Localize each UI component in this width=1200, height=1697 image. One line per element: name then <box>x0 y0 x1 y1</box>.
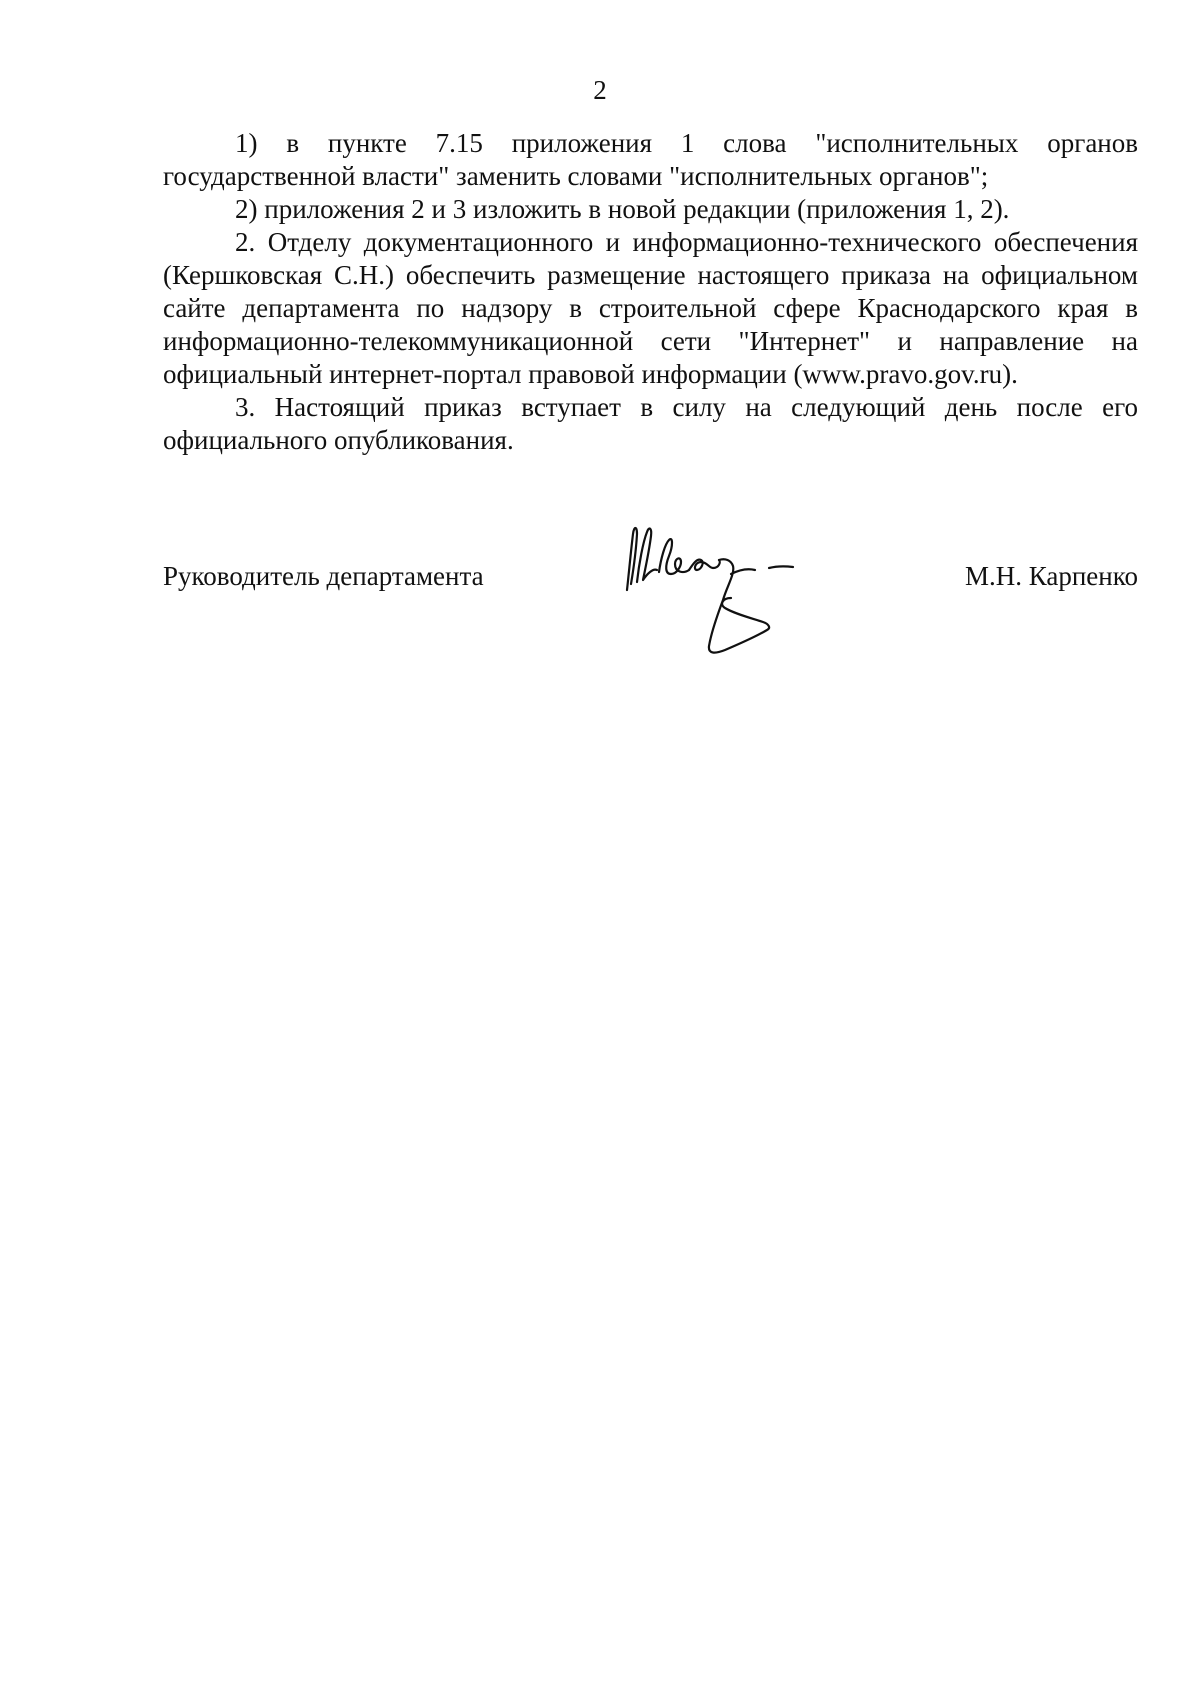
paragraph-3: 3. Настоящий приказ вступает в силу на следующий день после его официального опубликования. <box>163 392 1138 455</box>
signer-name: М.Н. Карпенко <box>964 561 1138 591</box>
handwritten-signature <box>615 512 845 662</box>
document-body <box>163 127 1138 457</box>
paragraph-2: 2. Отделу документационного и информационно-технического обеспечения (Кершковская С.Н.) обеспечить размещение настоящего приказа на официальном сайте департамента по надзору в строительной сфере Краснодарского края в информационно-телекоммуникационной сети "Интернет" и направление на официальный интернет-портал правовой информации (www.pravo.gov.ru). <box>163 227 1138 389</box>
page-number: 2 <box>593 75 607 105</box>
paragraph-1-1: 1) в пункте 7.15 приложения 1 слова "исполнительных органов государственной власти" заменить словами "исполнительных органов"; <box>163 128 1138 191</box>
paragraph-1-2: 2) приложения 2 и 3 изложить в новой редакции (приложения 1, 2). <box>235 194 1010 224</box>
signer-position: Руководитель департамента <box>163 561 484 591</box>
